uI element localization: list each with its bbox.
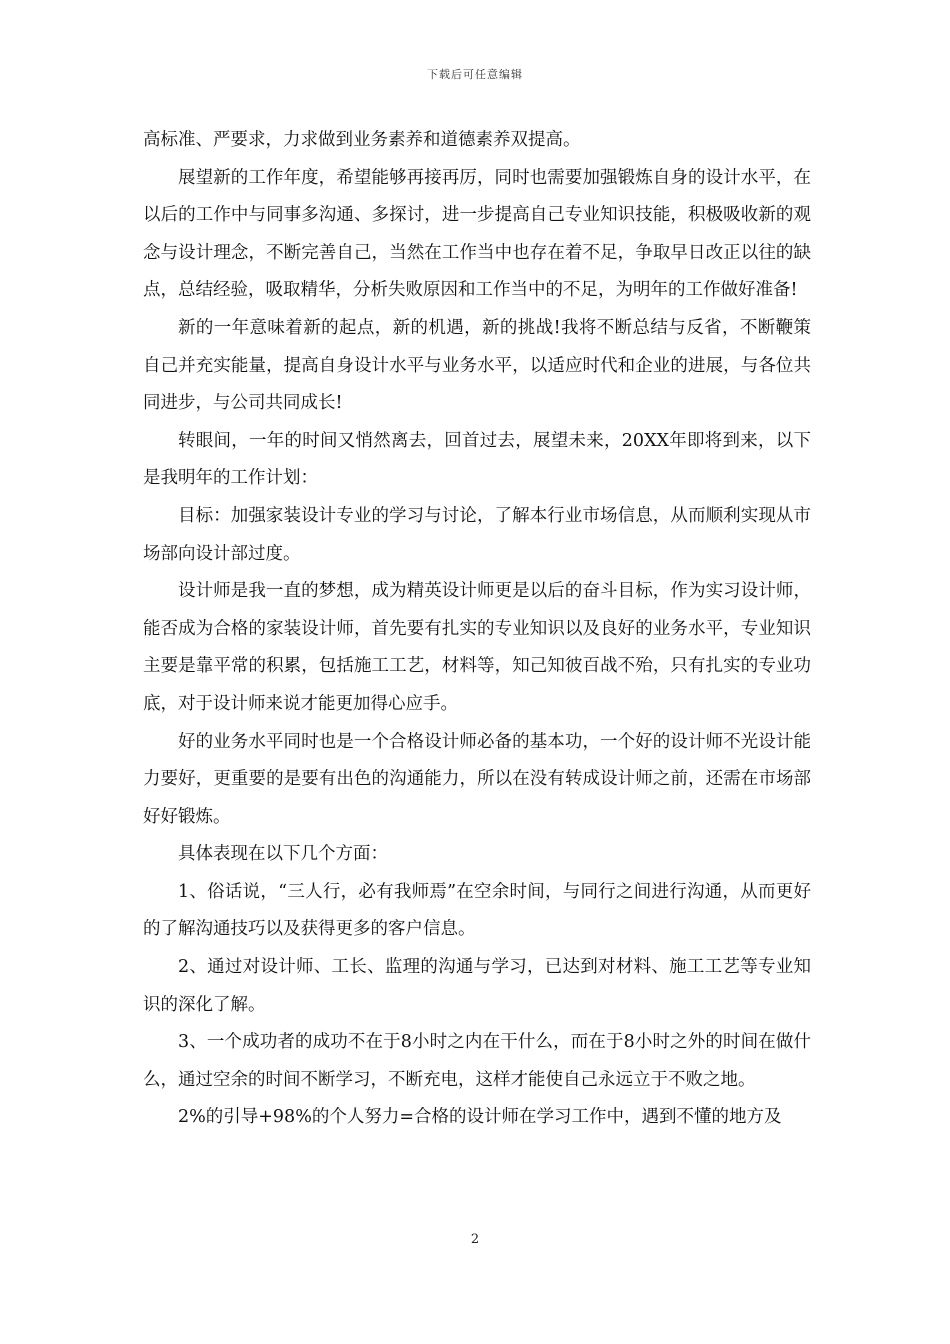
paragraph-10: 2、通过对设计师、工长、监理的沟通与学习，已达到对材料、施工工艺等专业知识的深化了解。 xyxy=(143,957,811,1015)
paragraph-6: 设计师是我一直的梦想，成为精英设计师更是以后的奋斗目标，作为实习设计师，能否成为合格的家装设计师，首先要有扎实的专业知识以及良好的业务水平，专业知识主要是靠平常的积累，包括施工工艺，材料等，知己知彼百战不殆，只有扎实的专业功底，对于设计师来说才能更加得心应手。 xyxy=(143,581,811,714)
paragraph-4: 转眼间，一年的时间又悄然离去，回首过去，展望未来，20XX年即将到来，以下是我明年的工作计划： xyxy=(143,430,811,489)
paragraph-12: 2%的引导+98%的个人努力=合格的设计师在学习工作中，遇到不懂的地方及 xyxy=(178,1107,782,1128)
page-number: 2 xyxy=(470,1232,480,1247)
page-header: 下载后可任意编辑 xyxy=(427,68,523,81)
paragraph-11: 3、一个成功者的成功不在于8小时之内在干什么，而在于8小时之外的时间在做什么，通过空余的时间不断学习，不断充电，这样才能使自己永远立于不败之地。 xyxy=(143,1032,811,1090)
paragraph-3: 新的一年意味着新的起点，新的机遇，新的挑战!我将不断总结与反省，不断鞭策自己并充实能量，提高自身设计水平与业务水平，以适应时代和企业的进展，与各位共同进步，与公司共同成长! xyxy=(143,317,811,414)
paragraph-9: 1、俗话说，“三人行，必有我师焉”在空余时间，与同行之间进行沟通，从而更好的了解沟通技巧以及获得更多的客户信息。 xyxy=(143,881,811,940)
paragraph-5: 目标：加强家装设计专业的学习与讨论，了解本行业市场信息，从而顺利实现从市场部向设计部过度。 xyxy=(143,505,811,564)
paragraph-1: 高标准、严要求，力求做到业务素养和道德素养双提高。 xyxy=(143,130,581,150)
body-text xyxy=(143,122,811,1137)
paragraph-2: 展望新的工作年度，希望能够再接再厉，同时也需要加强锻炼自身的设计水平，在以后的工作中与同事多沟通、多探讨，进一步提高自己专业知识技能，积极吸收新的观念与设计理念，不断完善自己，当然在工作当中也存在着不足，争取早日改正以往的缺点，总结经验，吸取精华，分析失败原因和工作当中的不足，为明年的工作做好准备! xyxy=(143,167,811,301)
paragraph-7: 好的业务水平同时也是一个合格设计师必备的基本功，一个好的设计师不光设计能力要好，更重要的是要有出色的沟通能力，所以在没有转成设计师之前，还需在市场部好好锻炼。 xyxy=(143,731,811,827)
paragraph-8: 具体表现在以下几个方面： xyxy=(178,844,388,865)
